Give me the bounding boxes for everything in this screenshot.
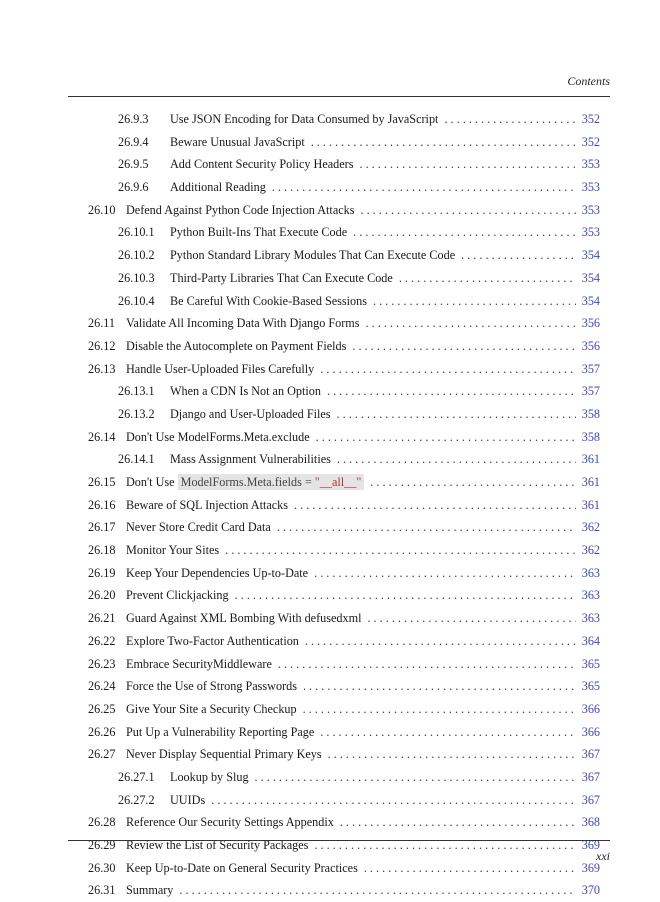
dot-leader xyxy=(455,244,576,267)
toc-entry-number: 26.27.1 xyxy=(118,769,155,784)
toc-entry[interactable] xyxy=(88,766,600,789)
dot-leader xyxy=(358,857,576,880)
toc-entry[interactable] xyxy=(88,312,600,335)
toc-entry-title[interactable] xyxy=(170,380,321,403)
toc-entry-page-link[interactable]: 361 xyxy=(581,497,600,512)
toc-entry-title[interactable] xyxy=(126,811,334,834)
toc-entry-title[interactable] xyxy=(126,562,308,585)
toc-entry-number: 26.13 xyxy=(88,361,116,376)
toc-entry-page-link[interactable]: 354 xyxy=(581,293,600,308)
dot-leader xyxy=(308,562,576,585)
toc-entry-page-link[interactable]: 368 xyxy=(581,815,600,830)
toc-entry-title-text: Lookup by Slug xyxy=(170,769,249,784)
toc-entry-title[interactable] xyxy=(126,675,297,698)
toc-entry-title-text: Keep Your Dependencies Up-to-Date xyxy=(126,565,309,580)
toc-entry[interactable] xyxy=(88,630,600,653)
toc-entry[interactable] xyxy=(88,471,600,494)
toc-entry[interactable] xyxy=(88,403,600,426)
toc-entry-title[interactable] xyxy=(126,607,361,630)
toc-entry-number: 26.10.2 xyxy=(118,248,155,263)
toc-entry-title[interactable] xyxy=(170,108,438,131)
toc-entry-page-link[interactable]: 357 xyxy=(581,384,600,399)
toc-entry[interactable] xyxy=(88,290,600,313)
toc-entry[interactable] xyxy=(88,789,600,812)
toc-entry[interactable] xyxy=(88,494,600,517)
toc-entry[interactable] xyxy=(88,199,600,222)
toc-entry[interactable] xyxy=(88,539,600,562)
toc-entry-number: 26.13.1 xyxy=(118,384,155,399)
toc-entry-number: 26.10.1 xyxy=(118,225,155,240)
toc-entry-page-link[interactable]: 353 xyxy=(581,180,600,195)
toc-entry-page-link[interactable]: 362 xyxy=(581,543,600,558)
toc-entry-title[interactable] xyxy=(170,448,331,471)
toc-entry-title[interactable] xyxy=(126,834,308,857)
dot-leader xyxy=(297,698,576,721)
dot-leader xyxy=(331,448,576,471)
toc-entry-number: 26.23 xyxy=(88,656,116,671)
toc-entry[interactable] xyxy=(88,448,600,471)
toc-entry-title-text: Review the List of Security Packages xyxy=(126,838,309,852)
toc-entry-page-link[interactable]: 356 xyxy=(581,316,600,331)
toc-entry-page-link[interactable]: 356 xyxy=(581,338,600,353)
toc-entry-page-link[interactable]: 370 xyxy=(581,883,600,898)
toc-entry-number: 26.11 xyxy=(88,316,115,331)
toc-entry-title[interactable] xyxy=(170,244,455,267)
toc-entry-page-link[interactable]: 353 xyxy=(581,225,600,240)
toc-entry-title-text: Additional Reading xyxy=(170,180,266,195)
toc-entry-title-text: Use JSON Encoding for Data Consumed by JavaScript xyxy=(170,112,439,126)
toc-entry[interactable] xyxy=(88,516,600,539)
toc-entry-page-link[interactable]: 367 xyxy=(581,769,600,784)
dot-leader xyxy=(321,380,576,403)
toc-entry-title-text: Add Content Security Policy Headers xyxy=(170,157,354,172)
toc-entry-title[interactable] xyxy=(126,584,229,607)
toc-entry-title-text: Keep Up-to-Date on General Security Practices xyxy=(126,860,358,875)
dot-leader xyxy=(219,539,576,562)
toc-entry-number: 26.10 xyxy=(88,202,116,217)
toc-entry-number: 26.18 xyxy=(88,543,116,558)
dot-leader xyxy=(297,675,576,698)
toc-entry-title[interactable] xyxy=(126,857,358,880)
toc-entry-page-link[interactable]: 364 xyxy=(581,633,600,648)
toc-entry-title[interactable] xyxy=(170,221,347,244)
toc-entry[interactable] xyxy=(88,176,600,199)
toc-entry-page-link[interactable]: 357 xyxy=(581,361,600,376)
toc-entry-number: 26.31 xyxy=(88,883,116,898)
toc-entry-title-text: Mass Assignment Vulnerabilities xyxy=(170,452,331,467)
toc-entry[interactable] xyxy=(88,131,600,154)
toc-entry-title[interactable] xyxy=(170,176,266,199)
toc-entry[interactable] xyxy=(88,607,600,630)
toc-entry-number: 26.28 xyxy=(88,815,116,830)
toc-entry-page-link[interactable]: 361 xyxy=(581,475,600,489)
toc-entry-page-link[interactable]: 353 xyxy=(581,202,600,217)
toc-entry-title-text: Defend Against Python Code Injection Attacks xyxy=(126,202,355,217)
toc-entry-code-text: ModelForms.Meta.fields = xyxy=(180,475,315,489)
dot-leader xyxy=(314,358,576,381)
toc-entry-title-text: Handle User-Uploaded Files Carefully xyxy=(126,361,315,376)
toc-entry-number: 26.29 xyxy=(88,838,116,852)
toc-entry-title-text: Never Display Sequential Primary Keys xyxy=(126,747,322,762)
dot-leader xyxy=(438,108,576,131)
dot-leader xyxy=(353,153,576,176)
toc-entry-title[interactable] xyxy=(126,426,310,449)
toc-entry-title[interactable] xyxy=(126,471,364,494)
toc-entry-page-link[interactable]: 367 xyxy=(581,747,600,762)
toc-entry[interactable] xyxy=(88,811,600,834)
toc-entry-page-link[interactable]: 358 xyxy=(581,429,600,444)
toc-entry-title[interactable] xyxy=(126,494,288,517)
toc-entry[interactable] xyxy=(88,108,600,131)
toc-entry[interactable] xyxy=(88,153,600,176)
toc-entry-page-link[interactable]: 365 xyxy=(581,656,600,671)
header-rule xyxy=(68,96,610,97)
toc-entry-title-text: UUIDs xyxy=(170,792,206,807)
toc-entry-title-text: Validate All Incoming Data With Django Forms xyxy=(126,316,360,331)
dot-leader xyxy=(229,584,576,607)
toc-entry-title[interactable] xyxy=(126,312,360,335)
toc-entry-number: 26.19 xyxy=(88,565,116,580)
toc-entry-number: 26.25 xyxy=(88,701,116,716)
toc-entry-title[interactable] xyxy=(126,721,314,744)
toc-entry-number: 26.22 xyxy=(88,633,116,648)
toc-entry-title-text: Give Your Site a Security Checkup xyxy=(126,701,297,716)
dot-leader xyxy=(360,312,576,335)
dot-leader xyxy=(205,789,576,812)
toc-entry[interactable] xyxy=(88,743,600,766)
toc-entry-number: 26.21 xyxy=(88,611,116,626)
toc-entry[interactable] xyxy=(88,584,600,607)
toc-entry-page-link[interactable]: 361 xyxy=(581,452,600,467)
toc-entry-title-text: Beware of SQL Injection Attacks xyxy=(126,497,289,512)
toc-entry-title[interactable] xyxy=(170,267,393,290)
toc-entry-number: 26.20 xyxy=(88,588,116,603)
dot-leader xyxy=(364,471,576,494)
toc-entry-number: 26.16 xyxy=(88,497,116,512)
toc-entry-title[interactable] xyxy=(170,153,353,176)
toc-entry-number: 26.27.2 xyxy=(118,792,155,807)
toc-entry-page-link[interactable]: 367 xyxy=(581,792,600,807)
toc-entry-title-text: Python Built-Ins That Execute Code xyxy=(170,225,348,240)
toc-entry[interactable] xyxy=(88,834,600,857)
toc-entry-page-link[interactable]: 363 xyxy=(581,611,600,626)
toc-entry-code xyxy=(178,474,365,490)
dot-leader xyxy=(288,494,576,517)
dot-leader xyxy=(249,766,576,789)
toc-entry[interactable] xyxy=(88,653,600,676)
dot-leader xyxy=(173,879,576,902)
toc-entry-page-link[interactable]: 369 xyxy=(581,838,600,852)
toc-entry-title-text: Never Store Credit Card Data xyxy=(126,520,271,535)
toc-entry[interactable] xyxy=(88,879,600,902)
toc-entry[interactable] xyxy=(88,380,600,403)
toc-entry-number: 26.13.2 xyxy=(118,406,155,421)
toc-entry-title-text: Put Up a Vulnerability Reporting Page xyxy=(126,724,315,739)
toc-entry-title-text: Django and User-Uploaded Files xyxy=(170,406,331,421)
toc-entry-title[interactable] xyxy=(170,766,249,789)
toc-entry-title-text: Summary xyxy=(126,883,174,898)
toc-entry-page-link[interactable]: 363 xyxy=(581,588,600,603)
toc-entry[interactable] xyxy=(88,358,600,381)
dot-leader xyxy=(361,607,576,630)
toc-entry[interactable] xyxy=(88,335,600,358)
toc-entry-page-link[interactable]: 366 xyxy=(581,701,600,716)
toc-entry[interactable] xyxy=(88,721,600,744)
toc-entry-page-link[interactable]: 353 xyxy=(581,157,600,172)
toc-entry[interactable] xyxy=(88,857,600,880)
toc-entry-title[interactable] xyxy=(126,743,322,766)
toc-entry-page-link[interactable]: 354 xyxy=(581,270,600,285)
toc-entry-title-text: Don't Use xyxy=(126,475,175,489)
toc-entry-title[interactable] xyxy=(170,403,331,426)
toc-entry-number: 26.30 xyxy=(88,860,116,875)
dot-leader xyxy=(346,335,576,358)
toc-entry-title[interactable] xyxy=(126,630,299,653)
toc-entry[interactable] xyxy=(88,698,600,721)
dot-leader xyxy=(305,131,576,154)
toc-entry-number: 26.27 xyxy=(88,747,116,762)
running-head: Contents xyxy=(567,74,610,88)
dot-leader xyxy=(271,516,576,539)
toc-entry-title-text: When a CDN Is Not an Option xyxy=(170,384,321,399)
toc-entry-title-text: Explore Two-Factor Authentication xyxy=(126,633,299,648)
dot-leader xyxy=(347,221,576,244)
toc-entry-title-text: Prevent Clickjacking xyxy=(126,588,229,603)
toc-entry-title-text: Embrace SecurityMiddleware xyxy=(126,656,272,671)
toc-entry[interactable] xyxy=(88,221,600,244)
toc-entry[interactable] xyxy=(88,244,600,267)
toc-entry-title-text: Force the Use of Strong Passwords xyxy=(126,679,297,694)
toc-entry-number: 26.9.5 xyxy=(118,157,149,172)
toc-entry-page-link[interactable]: 363 xyxy=(581,565,600,580)
toc-entry-number: 26.9.3 xyxy=(118,112,149,126)
toc-entry-title[interactable] xyxy=(126,539,219,562)
dot-leader xyxy=(266,176,576,199)
toc-entry-title-text: Monitor Your Sites xyxy=(126,543,220,558)
toc-entry-number: 26.26 xyxy=(88,724,116,739)
toc-entry-title-text: Be Careful With Cookie-Based Sessions xyxy=(170,293,367,308)
dot-leader xyxy=(334,811,576,834)
toc-entry-title-text: Don't Use ModelForms.Meta.exclude xyxy=(126,429,310,444)
toc-entry-title-text: Guard Against XML Bombing With defusedxml xyxy=(126,611,362,626)
toc-entry-title[interactable] xyxy=(126,335,346,358)
dot-leader xyxy=(310,426,576,449)
toc-entry-number: 26.14.1 xyxy=(118,452,155,467)
dot-leader xyxy=(272,653,576,676)
toc-entry-title[interactable] xyxy=(170,789,205,812)
dot-leader xyxy=(354,199,576,222)
toc-entry-page-link[interactable]: 365 xyxy=(581,679,600,694)
dot-leader xyxy=(331,403,576,426)
footer-rule xyxy=(68,840,610,841)
toc-entry-page-link[interactable]: 354 xyxy=(581,248,600,263)
toc-entry-number: 26.10.4 xyxy=(118,293,155,308)
toc-entry-title[interactable] xyxy=(126,653,272,676)
toc-entry[interactable] xyxy=(88,675,600,698)
toc-entry-code-string: "__all__" xyxy=(314,475,362,489)
toc-entry-number: 26.14 xyxy=(88,429,116,444)
toc-entry-page-link[interactable]: 366 xyxy=(581,724,600,739)
dot-leader xyxy=(299,630,576,653)
toc-entry-page-link[interactable]: 352 xyxy=(581,134,600,149)
dot-leader xyxy=(314,721,576,744)
page-folio: xxi xyxy=(596,849,610,863)
toc-entry[interactable] xyxy=(88,426,600,449)
toc-entry-number: 26.15 xyxy=(88,475,116,489)
toc-entry-title[interactable] xyxy=(126,516,271,539)
toc-entry-title[interactable] xyxy=(126,199,354,222)
toc-entry-number: 26.9.4 xyxy=(118,134,149,149)
table-of-contents xyxy=(88,108,600,902)
toc-entry-title[interactable] xyxy=(126,879,173,902)
toc-entry-title[interactable] xyxy=(170,290,367,313)
toc-entry-number: 26.9.6 xyxy=(118,180,149,195)
dot-leader xyxy=(322,743,576,766)
toc-entry-title[interactable] xyxy=(170,131,305,154)
toc-entry-title-text: Reference Our Security Settings Appendix xyxy=(126,815,334,830)
dot-leader xyxy=(367,290,576,313)
dot-leader xyxy=(393,267,576,290)
toc-entry[interactable] xyxy=(88,562,600,585)
toc-entry-title[interactable] xyxy=(126,698,297,721)
toc-entry-title[interactable] xyxy=(126,358,314,381)
toc-entry-title-text: Python Standard Library Modules That Can Execute Code xyxy=(170,248,456,263)
toc-entry[interactable] xyxy=(88,267,600,290)
toc-entry-page-link[interactable]: 358 xyxy=(581,406,600,421)
toc-entry-page-link[interactable]: 362 xyxy=(581,520,600,535)
toc-entry-page-link[interactable]: 352 xyxy=(581,112,600,126)
toc-entry-number: 26.17 xyxy=(88,520,116,535)
toc-entry-title-text: Disable the Autocomplete on Payment Fields xyxy=(126,338,347,353)
toc-entry-number: 26.10.3 xyxy=(118,270,155,285)
dot-leader xyxy=(308,834,576,857)
toc-entry-number: 26.24 xyxy=(88,679,116,694)
toc-entry-number: 26.12 xyxy=(88,338,116,353)
toc-entry-page-link[interactable]: 369 xyxy=(581,860,600,875)
toc-entry-title-text: Beware Unusual JavaScript xyxy=(170,134,305,149)
toc-entry-title-text: Third-Party Libraries That Can Execute Code xyxy=(170,270,393,285)
